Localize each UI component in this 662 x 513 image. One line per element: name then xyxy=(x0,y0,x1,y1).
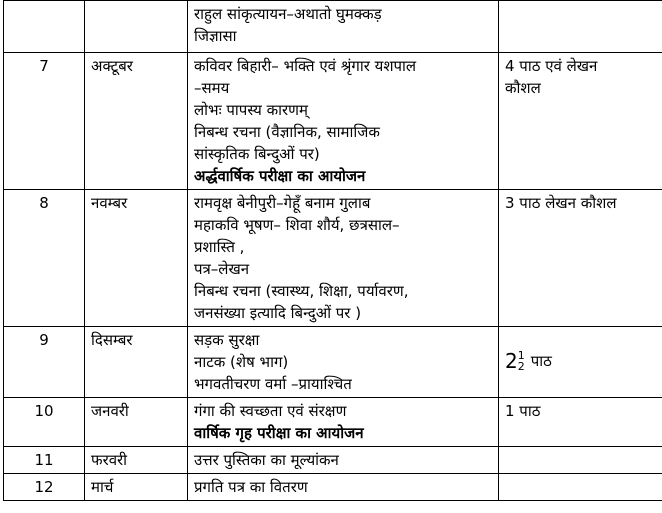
remark-fraction xyxy=(505,350,552,372)
topic-line: नाटक (शेष भाग) xyxy=(194,353,289,371)
topics-cell xyxy=(188,447,499,474)
remark-cell xyxy=(499,53,662,190)
topic-line: कविवर बिहारी– भक्ति एवं श्रृंगार यशपाल xyxy=(194,57,417,75)
row-number: 7 xyxy=(4,53,85,190)
remark-cell xyxy=(499,1,662,53)
month-cell: अक्टूबर xyxy=(85,53,188,190)
remark-line: कौशल xyxy=(505,79,541,97)
remark-denominator: 2 xyxy=(517,360,525,373)
month-cell: नवम्बर xyxy=(85,190,188,327)
topic-line: निबन्ध रचना (वैज्ञानिक, सामाजिक xyxy=(194,123,380,141)
remark-line: 4 पाठ एवं लेखन xyxy=(505,57,598,75)
topic-line: जनसंख्या इत्यादि बिन्दुओं पर ) xyxy=(194,304,362,322)
table-row xyxy=(4,190,662,327)
topic-line: पत्र–लेखन xyxy=(194,260,250,278)
topic-line: निबन्ध रचना (स्वास्थ्य, शिक्षा, पर्यावरण, xyxy=(194,282,409,300)
remark-cell xyxy=(499,474,662,501)
topic-line: उत्तर पुस्तिका का मूल्यांकन xyxy=(194,451,339,469)
table-row xyxy=(4,398,662,447)
row-number: 12 xyxy=(4,474,85,501)
month-cell: मार्च xyxy=(85,474,188,501)
month-cell: दिसम्बर xyxy=(85,327,188,398)
remark-text: पाठ xyxy=(530,352,552,370)
month-cell: जनवरी xyxy=(85,398,188,447)
table-row xyxy=(4,1,662,53)
remark-cell: 1 पाठ xyxy=(499,398,662,447)
topic-line: राहुल सांकृत्यायन–अथातो घुमक्कड़ xyxy=(194,5,382,23)
table-row xyxy=(4,474,662,501)
topic-line: सांस्कृतिक बिन्दुओं पर) xyxy=(194,145,320,163)
row-number xyxy=(4,1,85,53)
topic-line: जिज्ञासा xyxy=(194,27,237,45)
topics-cell xyxy=(188,53,499,190)
topic-line: लोभः पापस्य कारणम् xyxy=(194,101,308,119)
topic-line: –समय xyxy=(194,79,230,97)
topic-line: प्रशास्ति , xyxy=(194,238,245,256)
topic-line: प्रगति पत्र का वितरण xyxy=(194,478,308,496)
table-row xyxy=(4,447,662,474)
exam-notice: अर्द्धवार्षिक परीक्षा का आयोजन xyxy=(194,167,366,185)
remark-cell xyxy=(499,447,662,474)
topics-cell xyxy=(188,398,499,447)
month-cell: फरवरी xyxy=(85,447,188,474)
remark-whole: 2 xyxy=(505,349,518,373)
row-number: 11 xyxy=(4,447,85,474)
topics-cell xyxy=(188,327,499,398)
month-cell xyxy=(85,1,188,53)
topics-cell xyxy=(188,190,499,327)
topics-cell xyxy=(188,474,499,501)
table-row xyxy=(4,327,662,398)
row-number: 8 xyxy=(4,190,85,327)
topic-line: सड़क सुरक्षा xyxy=(194,331,260,349)
topic-line: रामवृक्ष बेनीपुरी–गेहूँ बनाम गुलाब xyxy=(194,194,371,212)
syllabus-table xyxy=(3,0,662,501)
topic-line: भगवतीचरण वर्मा –प्रायाश्चित xyxy=(194,375,352,393)
topic-line: महाकवि भूषण– शिवा शौर्य, छत्रसाल– xyxy=(194,216,400,234)
row-number: 9 xyxy=(4,327,85,398)
remark-cell xyxy=(499,327,662,398)
exam-notice: वार्षिक गृह परीक्षा का आयोजन xyxy=(194,424,364,442)
table-row xyxy=(4,53,662,190)
topic-line: गंगा की स्वच्छता एवं संरक्षण xyxy=(194,402,347,420)
topics-cell xyxy=(188,1,499,53)
remark-cell: 3 पाठ लेखन कौशल xyxy=(499,190,662,327)
remark-numerator: 1 xyxy=(517,349,525,362)
row-number: 10 xyxy=(4,398,85,447)
